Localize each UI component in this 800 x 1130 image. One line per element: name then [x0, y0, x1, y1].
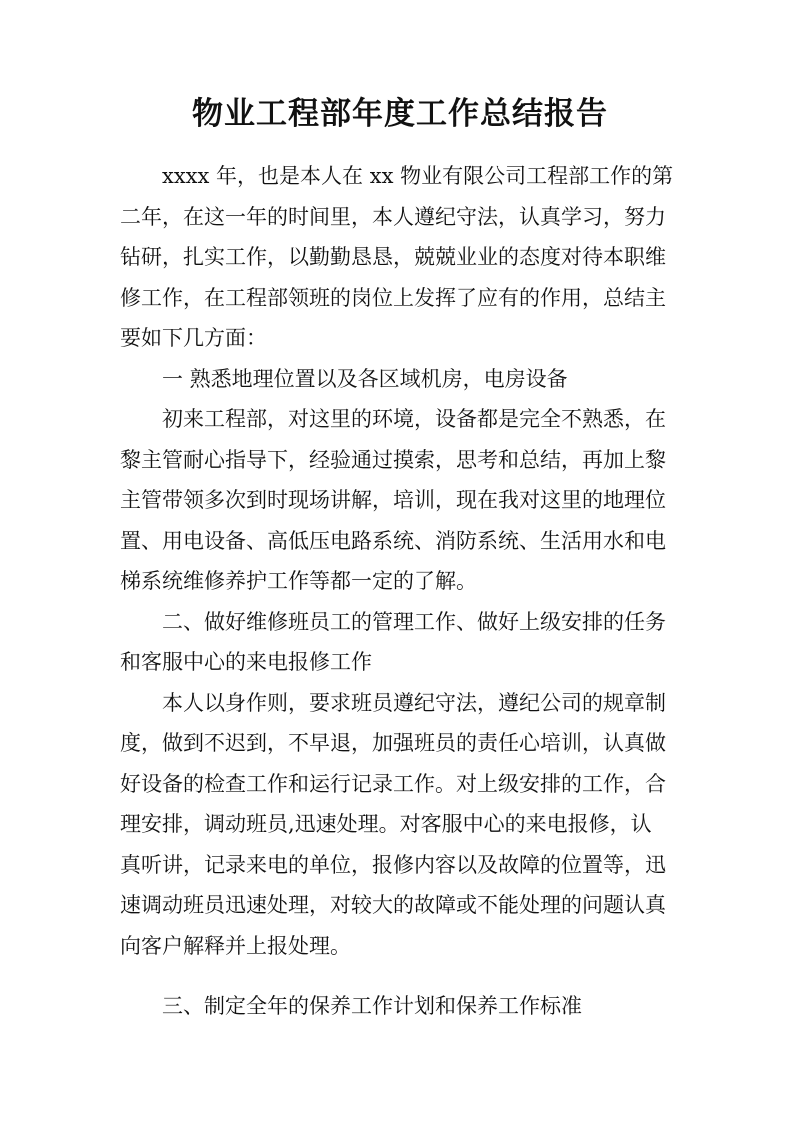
paragraph-line: 真听讲，记录来电的单位，报修内容以及故障的位置等，迅 [120, 852, 666, 877]
paragraph-line: 钻研，扎实工作，以勤勤恳恳，兢兢业业的态度对待本职维 [120, 245, 666, 269]
paragraph-line: 置、用电设备、高低压电路系统、消防系统、生活用水和电 [120, 528, 666, 553]
paragraph-line: xxxx 年，也是本人在 xx 物业有限公司工程部工作的第 [162, 164, 674, 188]
paragraph-line: 度，做到不迟到，不早退，加强班员的责任心培训，认真做 [120, 731, 666, 755]
spacer [120, 966, 685, 986]
paragraph-line: 主管带领多次到时现场讲解，培训，现在我对这里的地理位 [120, 488, 666, 512]
section-heading: 一 熟悉地理位置以及各区域机房，电房设备 [162, 366, 568, 391]
section-heading-continued: 和客服中心的来电报修工作 [120, 650, 372, 674]
section-heading: 二、做好维修班员工的管理工作、做好上级安排的任务 [162, 609, 666, 634]
paragraph-line: 修工作，在工程部领班的岗位上发挥了应有的作用，总结主 [120, 285, 666, 310]
paragraph-line: 初来工程部，对这里的环境，设备都是完全不熟悉，在 [162, 407, 666, 431]
paragraph-line: 黎主管耐心指导下，经验通过摸索，思考和总结，再加上黎 [120, 447, 666, 472]
paragraph-line: 二年，在这一年的时间里，本人遵纪守法，认真学习，努力 [120, 204, 666, 229]
paragraph-line: 梯系统维修养护工作等都一定的了解。 [120, 569, 477, 593]
paragraph-line: 好设备的检查工作和运行记录工作。对上级安排的工作，合 [120, 771, 666, 796]
section-heading: 三、制定全年的保养工作计划和保养工作标准 [162, 994, 582, 1018]
document-title: 物业工程部年度工作总结报告 [192, 96, 608, 132]
paragraph-line: 理安排，调动班员,迅速处理。对客服中心的来电报修，认 [120, 812, 652, 836]
paragraph-line: 向客户解释并上报处理。 [120, 933, 351, 958]
document-body [120, 156, 685, 1027]
paragraph-line: 本人以身作则，要求班员遵纪守法，遵纪公司的规章制 [162, 690, 666, 715]
paragraph-line: 要如下几方面： [120, 326, 267, 350]
paragraph-line: 速调动班员迅速处理，对较大的故障或不能处理的问题认真 [120, 893, 666, 917]
